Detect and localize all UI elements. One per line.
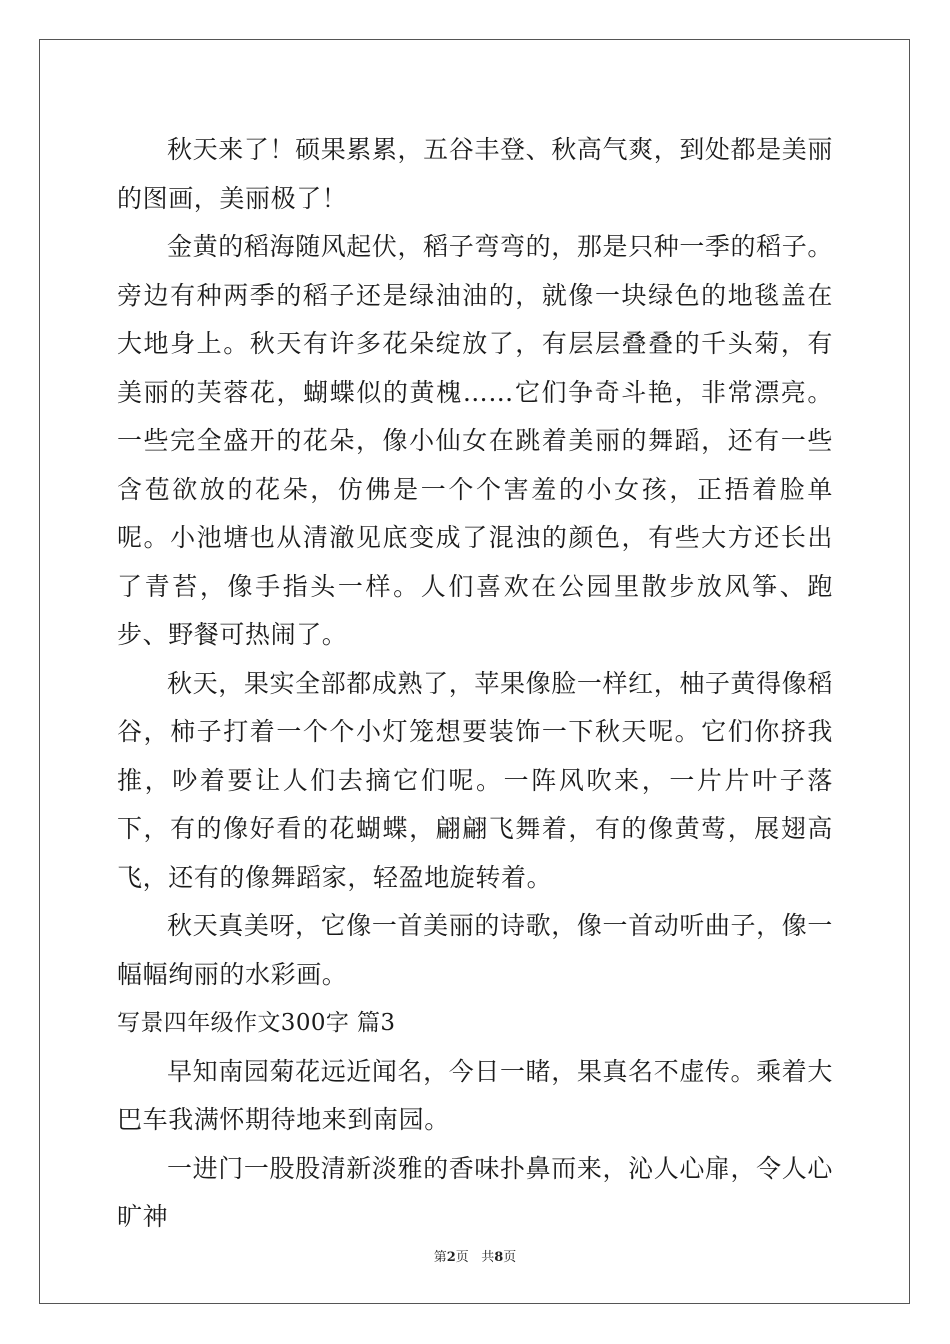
paragraph: 早知南园菊花远近闻名，今日一睹，果真名不虚传。乘着大巴车我满怀期待地来到南园。: [117, 1056, 833, 1134]
paragraph: 一进门一股股清新淡雅的香味扑鼻而来，沁人心扉，令人心旷神: [117, 1153, 833, 1231]
paragraph: 秋天真美呀，它像一首美丽的诗歌，像一首动听曲子，像一幅幅绚丽的水彩画。: [117, 911, 833, 989]
footer-middle: 页 共: [455, 1250, 495, 1265]
document-body: [117, 126, 833, 1242]
paragraph: 金黄的稻海随风起伏，稻子弯弯的，那是只种一季的稻子。旁边有种两季的稻子还是绿油油的，就像一块绿色的地毯盖在大地身上。秋天有许多花朵绽放了，有层层叠叠的千头菊，有美丽的芙蓉花，蝴蝶似的黄槐……它们争奇斗艳，非常漂亮。一些完全盛开的花朵，像小仙女在跳着美丽的舞蹈，还有一些含苞欲放的花朵，仿佛是一个个害羞的小女孩，正捂着脸单呢。小池塘也从清澈见底变成了混浊的颜色，有些大方还长出了青苔，像手指头一样。人们喜欢在公园里散步放风筝、跑步、野餐可热闹了。: [117, 232, 833, 649]
paragraph: 秋天，果实全部都成熟了，苹果像脸一样红，柚子黄得像稻谷，柿子打着一个个小灯笼想要装饰一下秋天呢。它们你挤我推，吵着要让人们去摘它们呢。一阵风吹来，一片片叶子落下，有的像好看的花蝴蝶，翩翩飞舞着，有的像黄莺，展翅高飞，还有的像舞蹈家，轻盈地旋转着。: [117, 668, 833, 892]
page-footer: [0, 1246, 950, 1265]
section-heading: 写景四年级作文300字 篇3: [117, 1010, 396, 1036]
footer-prefix: 第: [433, 1250, 447, 1265]
paragraph: 秋天来了！硕果累累，五谷丰登、秋高气爽，到处都是美丽的图画，美丽极了！: [117, 135, 833, 213]
footer-suffix: 页: [503, 1250, 517, 1265]
footer-total-pages: 8: [494, 1250, 504, 1265]
footer-page-number: 2: [446, 1250, 456, 1265]
